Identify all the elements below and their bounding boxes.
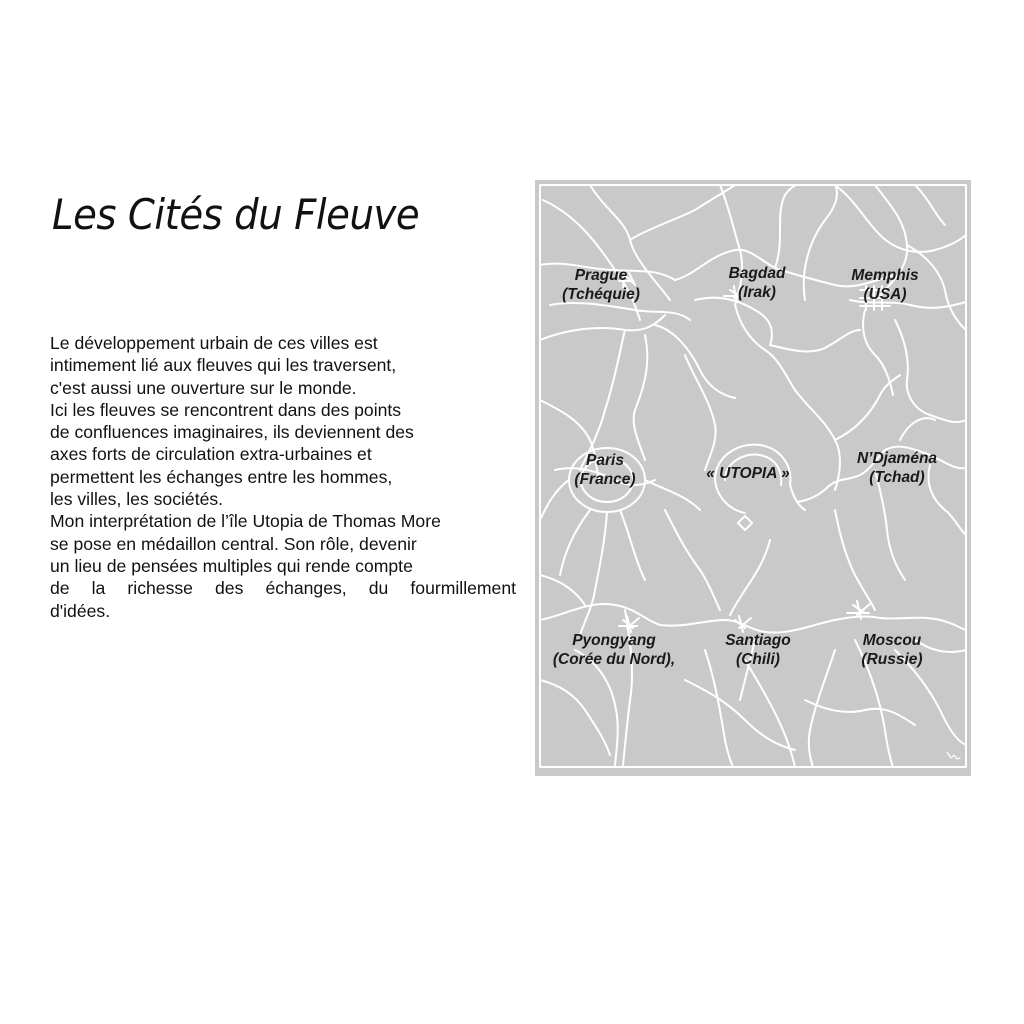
paragraph-line: permettent les échanges entre les hommes, [50, 466, 393, 487]
city-label-moscou [861, 631, 922, 669]
city-label-bagdad [729, 264, 786, 302]
city-label-ndjamena [857, 449, 937, 487]
paragraph-line: c'est aussi une ouverture sur le monde. [50, 377, 357, 398]
paragraph-line: se pose en médaillon central. Son rôle, devenir [50, 533, 417, 554]
city-name: Paris [586, 452, 624, 469]
city-country: (Tchéquie) [562, 286, 640, 303]
paragraph-line: Le développement urbain de ces villes est [50, 333, 378, 353]
city-country: (France) [574, 471, 636, 488]
paragraph-line: Ici les fleuves se rencontrent dans des points [50, 399, 402, 420]
page-title: Les Cités du Fleuve [52, 190, 420, 239]
paragraph-line: Mon interprétation de l’île Utopia de Thomas More [50, 511, 441, 532]
city-label-prague [562, 266, 640, 304]
paragraph-line: de confluences imaginaires, ils deviennent des [50, 422, 414, 443]
city-label-memphis [851, 266, 918, 304]
city-name: Santiago [725, 632, 791, 649]
paragraph-line: axes forts de circulation extra-urbaines et [50, 444, 372, 465]
paragraph-line: un lieu de pensées multiples qui rende compte [50, 555, 413, 576]
paragraph-line: intimement lié aux fleuves qui les traversent, [50, 355, 397, 376]
city-country: (Russie) [861, 651, 923, 668]
city-name: Moscou [862, 632, 922, 649]
city-country: (USA) [863, 286, 907, 303]
description-paragraph [50, 332, 516, 622]
city-label-santiago [725, 631, 790, 669]
city-label-paris [574, 451, 635, 489]
city-name: Memphis [851, 267, 919, 284]
city-country: (Corée du Nord), [552, 651, 676, 668]
city-name: Pyongyang [572, 632, 656, 649]
city-label-utopia [706, 464, 790, 483]
city-label-pyongyang [553, 631, 675, 669]
city-name: « UTOPIA » [706, 465, 790, 482]
paragraph-line: de la richesse des échanges, du fourmillement [50, 578, 516, 599]
city-name: N’Djaména [856, 450, 938, 467]
city-country: (Chili) [736, 651, 780, 668]
city-country: (Tchad) [869, 469, 925, 486]
rivers-map-artwork [535, 180, 971, 776]
city-country: (Irak) [738, 284, 776, 301]
paragraph-line: les villes, les sociétés. [50, 489, 224, 510]
paragraph-line: d'idées. [50, 600, 111, 621]
city-name: Bagdad [728, 265, 786, 282]
city-name: Prague [574, 267, 628, 284]
